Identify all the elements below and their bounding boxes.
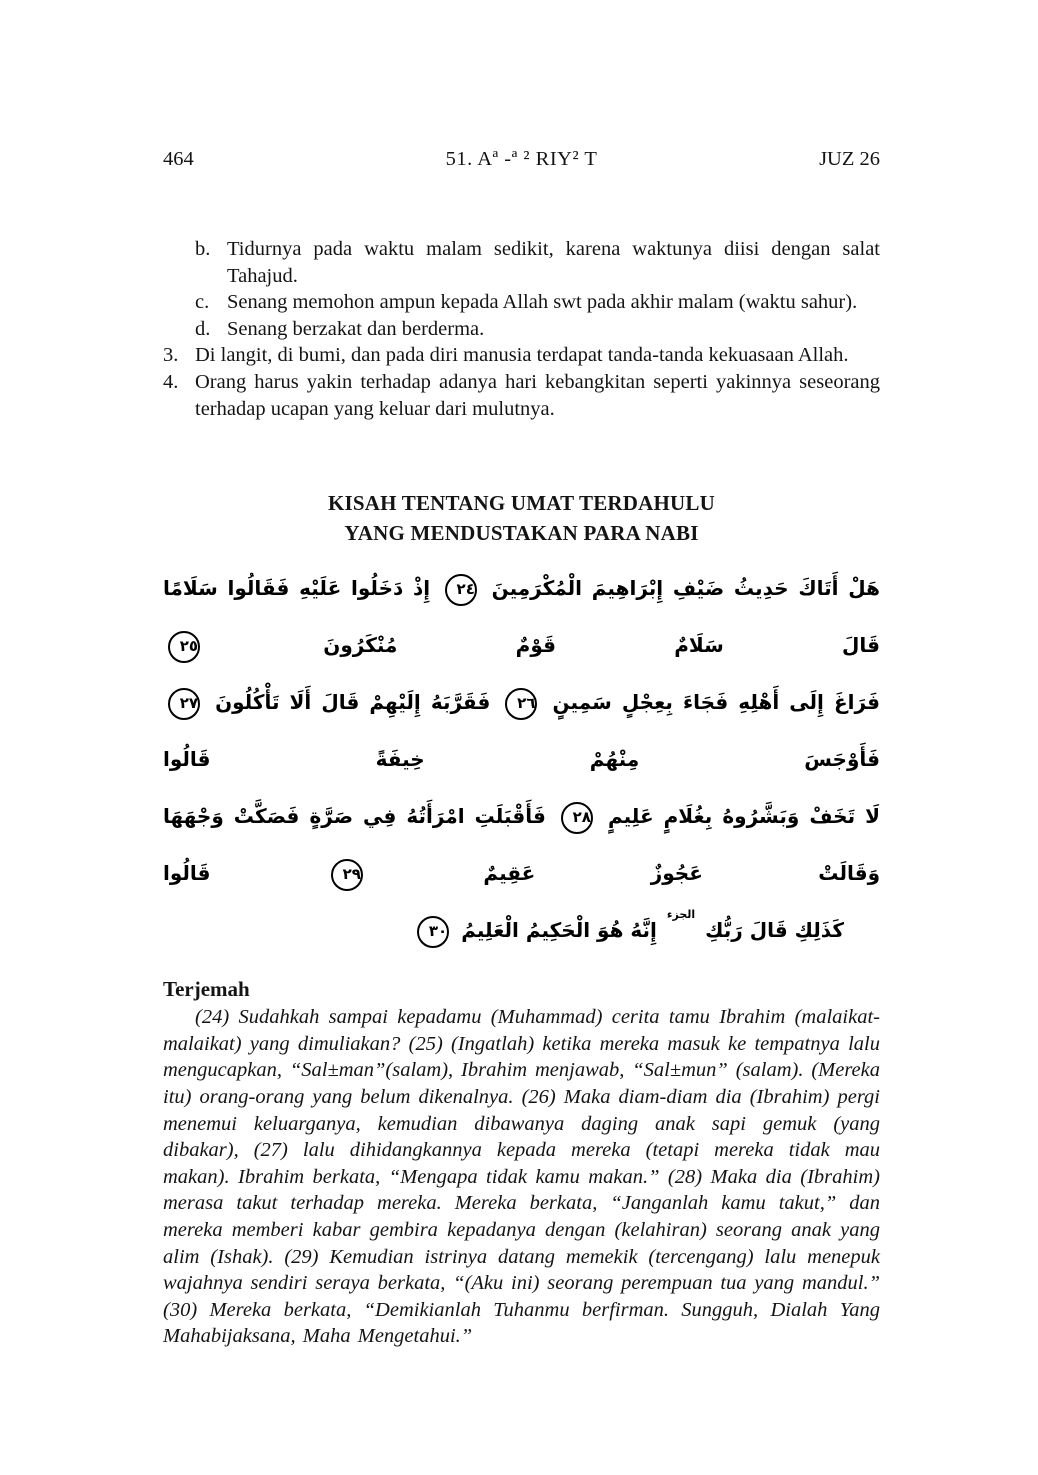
juz-start-marker: الجزء — [666, 908, 696, 922]
section-heading — [163, 488, 880, 548]
translation-paragraph: (24) Sudahkah sampai kepadamu (Muhammad) cerita tamu Ibrahim (malaikat-malaikat) yang dimuliakan? (25) (Ingatlah) ketika mereka masuk ke tempatnya lalu mengucapkan, “Sal±man”(salam), Ibrahim menjawab, “Sal±mun” (salam). (Mereka itu) orang-orang yang belum dikenalnya. (26) Maka diam-diam dia (Ibrahim) pergi menemui keluarganya, kemudian dibawanya daging anak sapi gemuk (yang dibakar), (27) lalu dihidangkannya kepada mereka (tetapi mereka tidak mau makan). Ibrahim berkata, “Mengapa tidak kamu makan.” (28) Maka dia (Ibrahim) merasa takut terhadap mereka. Mereka berkata, “Janganlah kamu takut,” dan mereka memberi kabar gembira kepadanya dengan (kelahiran) seorang anak yang alim (Ishak). (29) Kemudian istrinya datang memekik (tercengang) lalu menepuk wajahnya sendiri seraya berkata, “(Aku ini) seorang perempuan tua yang mandul.” (30) Mereka berkata, “Demikianlah Tuhanmu berfirman. Sungguh, Dialah Yang Mahabijaksana, Maha Mengetahui.” — [163, 1006, 880, 1348]
quran-line-4 — [163, 902, 880, 962]
surah-title: 51. Aª -ª ² RIY² T — [445, 148, 598, 170]
item-text: Senang memohon ampun kepada Allah swt pada akhir malam (waktu sahur). — [227, 291, 858, 314]
verse-text: فَأَقْبَلَتِ امْرَأَتُهُ فِي صَرَّةٍ فَصَكَّتْ وَجْهَهَا وَقَالَتْ عَجُوزٌ عَقِيمٌ — [163, 804, 880, 886]
item-marker: 3. — [163, 344, 179, 367]
verse-number-badge: ٢٦ — [505, 688, 537, 720]
juz-label: JUZ 26 — [819, 148, 880, 170]
verse-text: إِذْ دَخَلُوا عَلَيْهِ فَقَالُوا سَلَامًا قَالَ سَلَامٌ قَوْمٌ مُنْكَرُونَ — [163, 576, 880, 658]
outline-list — [163, 236, 880, 422]
item-text: Di langit, di bumi, dan pada diri manusia terdapat tanda-tanda kekuasaan Allah. — [195, 344, 849, 367]
section-heading-line1: KISAH TENTANG UMAT TERDAHULU — [328, 491, 715, 516]
item-text: Orang harus yakin terhadap adanya hari kebangkitan seperti yakinnya seseorang terhadap ucapan yang keluar dari mulutnya. — [195, 370, 880, 420]
section-heading-line2: YANG MENDUSTAKAN PARA NABI — [344, 521, 699, 546]
verse-number-badge: ٢٤ — [445, 574, 477, 606]
running-header — [163, 146, 880, 173]
outline-item-c — [163, 289, 880, 316]
verse-number-badge: ٢٧ — [168, 688, 200, 720]
verse-text: إِنَّهُ هُوَ الْحَكِيمُ الْعَلِيمُ — [461, 918, 657, 943]
verse-text: فَأَوْجَسَ مِنْهُمْ خِيفَةً قَالُوا — [163, 747, 880, 772]
translation-heading: Terjemah — [163, 977, 250, 1002]
quran-line-3 — [163, 788, 880, 902]
verse-number-badge: ٢٨ — [561, 802, 593, 834]
verse-text: هَلْ أَتَاكَ حَدِيثُ ضَيْفِ إِبْرَاهِيمَ الْمُكْرَمِينَ — [491, 576, 880, 601]
item-marker: c. — [195, 291, 210, 314]
outline-item-4 — [163, 369, 880, 422]
item-marker: d. — [195, 317, 211, 340]
quran-line-2 — [163, 674, 880, 788]
item-marker: b. — [195, 238, 211, 260]
verse-number-badge: ٢٩ — [331, 859, 363, 891]
item-text: Tidurnya pada waktu malam sedikit, karena waktunya diisi dengan salat Tahajud. — [227, 238, 880, 287]
verse-text: فَرَاغَ إِلَى أَهْلِهِ فَجَاءَ بِعِجْلٍ سَمِينٍ — [552, 690, 881, 715]
item-text: Senang berzakat dan berderma. — [227, 317, 485, 340]
outline-item-d — [163, 316, 880, 343]
item-marker: 4. — [163, 370, 179, 393]
outline-item-3 — [163, 342, 880, 369]
verse-text: فَقَرَّبَهُ إِلَيْهِمْ قَالَ أَلَا تَأْكُلُونَ — [215, 690, 491, 715]
quran-line-1 — [163, 560, 880, 674]
outline-item-b — [163, 236, 880, 289]
verse-number-badge: ٢٥ — [168, 631, 200, 663]
verse-text: قَالُوا — [163, 861, 211, 886]
quran-verses-block — [163, 560, 880, 962]
verse-text: لَا تَخَفْ وَبَشَّرُوهُ بِغُلَامٍ عَلِيمٍ — [607, 804, 881, 829]
verse-number-badge: ٣٠ — [417, 916, 449, 948]
verse-text: كَذَلِكِ قَالَ رَبُّكِ — [705, 918, 844, 943]
page-number: 464 — [163, 148, 194, 170]
